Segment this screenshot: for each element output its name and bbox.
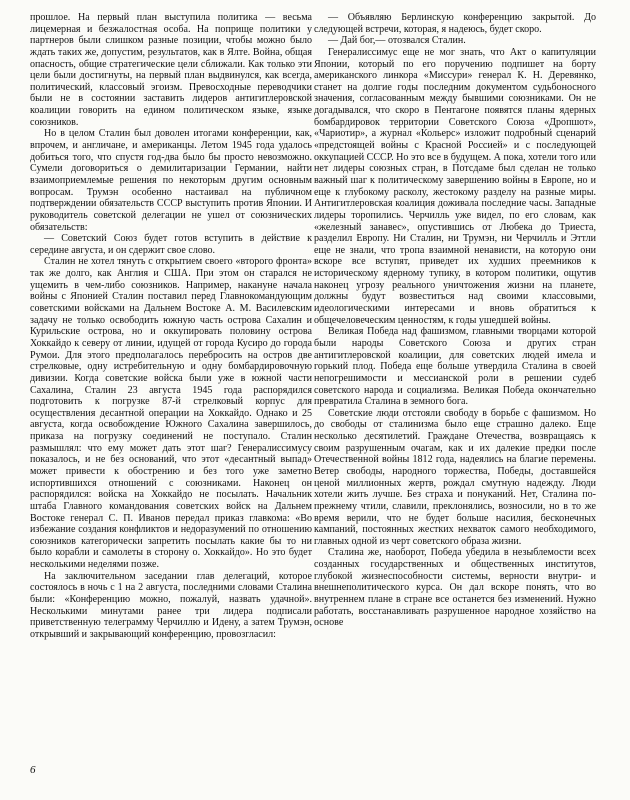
left-column <box>30 12 312 641</box>
paragraph: На заключительном заседании глав делегаций, которое состоялось в ночь с 1 на 2 августа, последними словами Сталина были: «Конференцию можно, пожалуй, назвать удачной». Несколькими минутами ранее три лидера подписали приветственную телеграмму Черчиллю и Идену, а затем Трумэн, открывший и закрывающий конференцию, провозгласил: <box>30 570 312 640</box>
page-number: 6 <box>30 764 36 776</box>
paragraph: Сталина же, наоборот, Победа убедила в незыблемости всех созданных государственных и общественных институтов, глубокой жизнеспособности системы, верности внутри- и внешнеполитического курса. Он дал вскоре понять, что во внутреннем плане в стране все останется без изменений. Нужно работать, восстанавливать разрушенное народное хозяйство на основе <box>314 547 596 629</box>
paragraph: Великая Победа над фашизмом, главными творцами которой были народы Советского Союза и других стран антигитлеровской коалиции, для советских людей имела и горький плод. Победа еще больше утвердила Сталина в своей непогрешимости и мессианской роли в решении судеб советского народа и социализма. Великая Победа окончательно превратила Сталина в земного бога. <box>314 326 596 408</box>
paragraph: — Дай бог,— отозвался Сталин. <box>328 35 466 47</box>
paragraph: Советские люди отстояли свободу в борьбе с фашизмом. Но до свободы от сталинизма было еще страшно далеко. Еще несколько десятилетий. Граждане Отечества, возвращаясь к своим разрушенным очагам, как и их далекие предки после Отечественной войны 1812 года, надеялись на благие перемены. Ветер свободы, народного торжества, Победы, доставшейся ценой миллионных жертв, рождал смутную надежду. Люди хотели жить лучше. Без страха и понуканий. Нет, Сталина по-прежнему чтили, славили, преклонялись, возносили, но в то же время верили, что не будет больше насилия, бесконечных кампаний, постоянных жестких нехваток самого необходимого, главных одной из черт советского образа жизни. <box>314 407 596 547</box>
paragraph: Сталин не хотел тянуть с открытием своего «второго фронта» так же долго, как Англия и США. При этом он старался не ущемить в чем-либо союзников. Например, накануне начала войны с Японией Сталин поставил перед Главнокомандующим советскими войсками на Дальнем Востоке А. М. Василевским задачу не только освободить южную часть острова Сахалин и Курильские острова, но и оккупировать половину острова Хоккайдо к северу от линии, идущей от города Кусиро до города Румои. Для этого предполагалось перебросить на остров две стрелковые, одну истребительную и одну бомбардировочную дивизии. Когда советские войска были уже в южной части Сахалина, Сталин 23 августа 1945 года распорядился подготовить к погрузке 87-й стрелковый корпус для осуществления десантной операции на Хоккайдо. Однако и 25 августа, когда освобождение Южного Сахалина завершилось, приказа на погрузку соединений не поступало. Сталин размышлял: что ему может дать этот шаг? Генералиссимусу показалось, и не без оснований, что этот «десантный выпад» может привести к обострению и без того уже заметно испортившихся отношений с союзниками. Наконец он распорядился: войска на Хоккайдо не посылать. Начальник штаба Главного командования советских войск на Дальнем Востоке генерал С. П. Иванов передал приказ главкома: «Во избежание создания конфликтов и недоразумений по отношению союзников категорически запретить посылать какие бы то ни было корабли и самолеты в сторону о. Хоккайдо». Но это будет несколькими неделями позже. <box>30 256 312 571</box>
paragraph: Генералиссимус еще не мог знать, что Акт о капитуляции Японии, который по его поручению подпишет на борту американского линкора «Миссури» генерал К. Н. Деревянко, станет на долгие годы последним документом судьбоносного значения, согласованным между бывшими союзниками. Он не догадывался, что скоро в Пентагоне появятся планы ядерных бомбардировок территории Советского Союза «Дропшот», «Чариотир», а журнал «Кольерс» изложит подробный сценарий «предстоящей войны с Красной Россией» и с последующей оккупацией СССР. Но это все в будущем. А пока, хотели того или нет лидеры союзных стран, в Потсдаме был сделан не только важный шаг к политическому завершению войны в Европе, но и еще к глубокому расколу, жестокому разделу на разные миры. Антигитлеровская коалиция доживала последние часы. Западные лидеры торопились. Черчилль уже видел, по его словам, как «железный занавес», опустившись от Любека до Триеста, разделил Европу. Ни Сталин, ни Трумэн, ни Черчилль и Эттли еще не знали, что тропа взаимной ненависти, на которую они вскоре все вступят, приведет их худших преемников к историческому ядерному тупику, в котором политики, ощутив наконец угрозу реального уничтожения жизни на планете, должны будут возвеститься над своими классовыми, идеологическими интересами и вновь обратиться к общечеловеческим ценностям, к годы ушедшей войны. <box>314 46 596 326</box>
right-column <box>314 12 596 629</box>
paragraph: — Объявляю Берлинскую конференцию закрытой. До следующей встречи, которая, я надеюсь, будет скоро. <box>314 12 596 35</box>
paragraph: прошлое. На первый план выступила политика — весьма лицемерная и безжалостная особа. На поприще политики у партнеров были слишком разные позиции, чтобы можно было ждать таких же, допустим, результатов, как в Ялте. Война, общая опасность, общие стратегические цели сближали. Как только эти цели были достигнуты, на первый план выдвинулся, как всегда, политический, классовый эгоизм. Превосходные переводчики были не в состоянии заставить лидеров антигитлеровской коалиции говорить на едином политическом языке, языке союзников. <box>30 12 312 128</box>
paragraph: — Советский Союз будет готов вступить в действие к середине августа, и он сдержит свое слово. <box>30 233 312 256</box>
paragraph: Но в целом Сталин был доволен итогами конференции, как, впрочем, и англичане, и американцы. Летом 1945 года удалось добиться того, что спустя год-два было бы просто невозможно. Сумели договориться о демилитаризации Германии, найти взаимоприемлемые решения по некоторым другим основным вопросам. Трумэн особенно настаивал на публичном подтверждении обязательств СССР выступить против Японии. И руководитель советской делегации не ушел от союзнических обязательств: <box>30 128 312 233</box>
